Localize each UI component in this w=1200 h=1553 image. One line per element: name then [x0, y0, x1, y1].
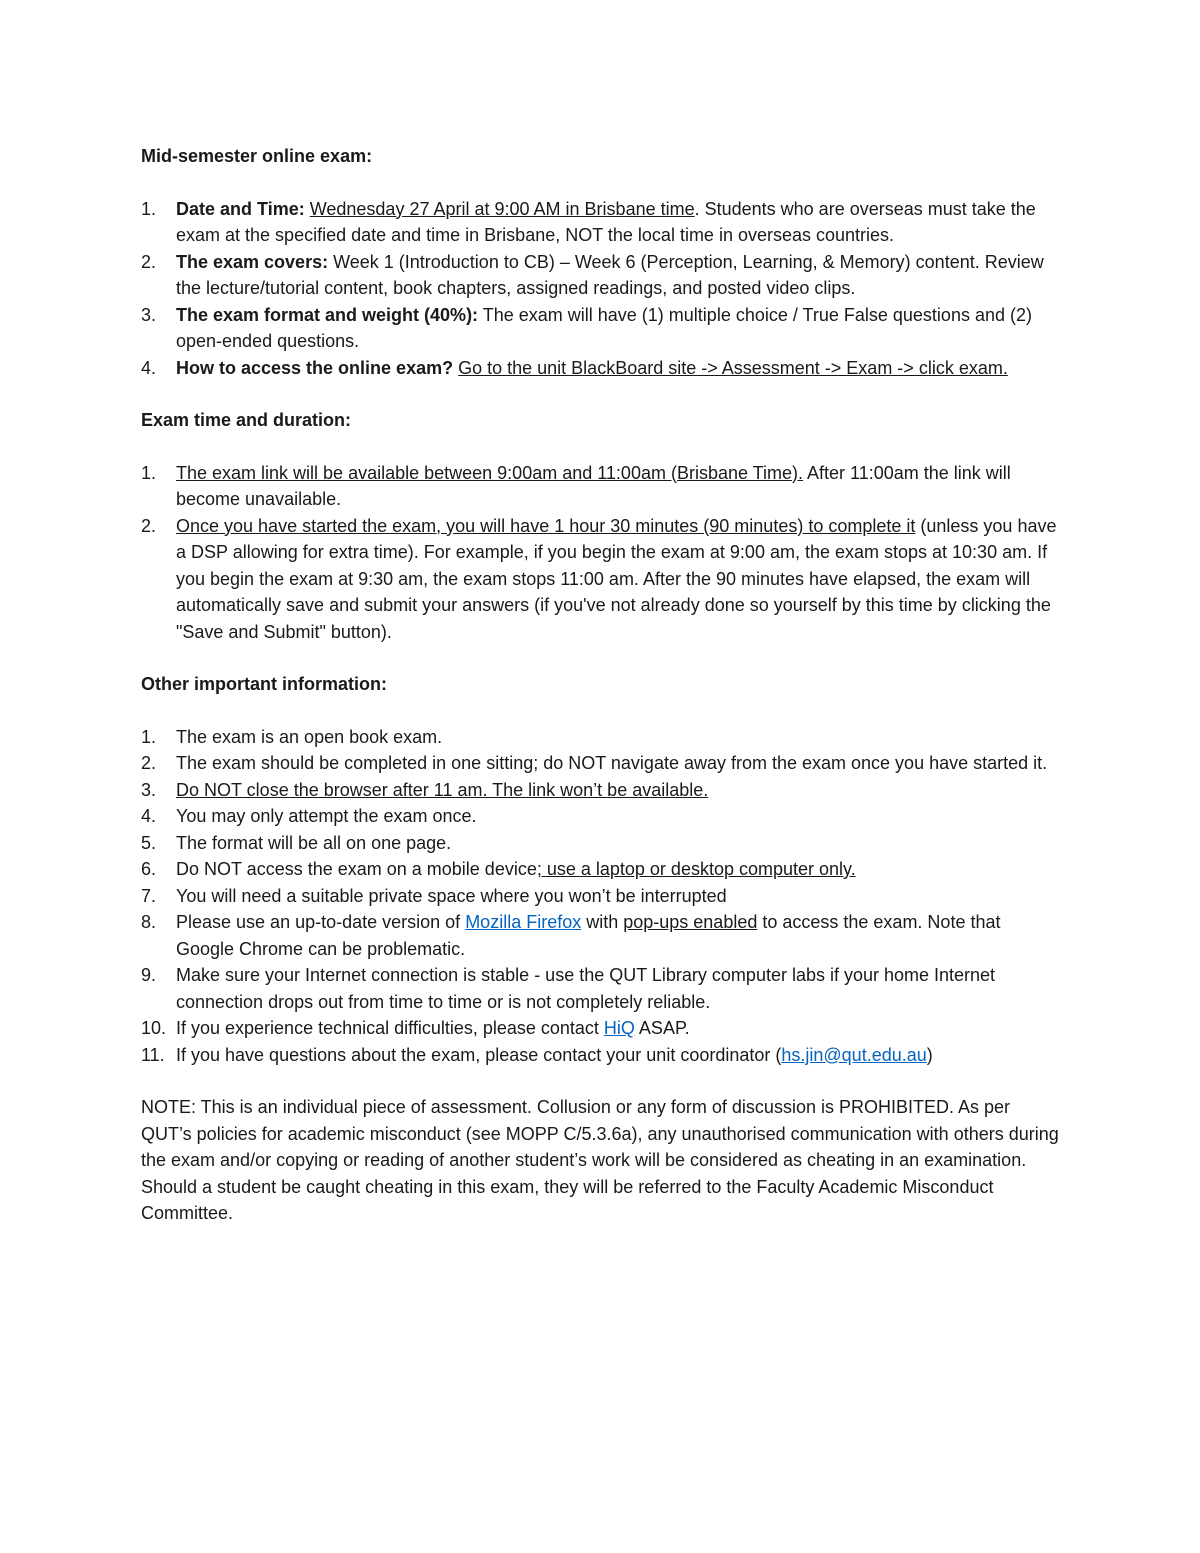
list-item	[141, 355, 1061, 382]
item-text: . Students who are overseas must take the exam at the specified date and time in Brisbane, NOT the local time in overseas countries.	[176, 198, 1036, 245]
list-item	[141, 883, 1061, 910]
list-item	[141, 830, 1061, 857]
list-item	[141, 909, 1061, 962]
list-number: 2.	[141, 753, 157, 773]
item-text: The exam will have (1) multiple choice / True False questions and (2) open-ended questions.	[176, 304, 1032, 351]
list-number: 8.	[141, 912, 157, 932]
item-label: The exam covers:	[176, 251, 329, 272]
item-underlined: The exam link will be available between 9:00am and 11:00am (Brisbane Time).	[176, 462, 803, 483]
list-number: 7.	[141, 885, 157, 906]
item-text-pre: Please use an up-to-date version of	[176, 912, 466, 932]
list-item	[141, 1042, 1061, 1069]
item-text-post: ASAP.	[634, 1018, 690, 1038]
list-item	[141, 724, 1061, 751]
list-number: 5.	[141, 832, 157, 853]
firefox-link[interactable]: Mozilla Firefox	[465, 912, 582, 932]
list-number: 4.	[141, 806, 157, 826]
list-number: 3.	[141, 304, 157, 325]
exam-time-list	[141, 460, 1061, 646]
item-underlined: ; use a laptop or desktop computer only.	[536, 859, 856, 879]
item-underlined: pop-ups enabled	[623, 912, 758, 932]
item-text: After 11:00am the link will become unavailable.	[176, 462, 1011, 509]
coordinator-email-link[interactable]: hs.jin@qut.edu.au	[781, 1044, 927, 1065]
item-underlined: Go to the unit BlackBoard site -> Assessment -> Exam -> click exam.	[458, 357, 1008, 378]
misconduct-note: NOTE: This is an individual piece of assessment. Collusion or any form of discussion is PROHIBITED. As per QUT’s policies for academic misconduct (see MOPP C/5.3.6a), any unauthorised communication with others during the exam and/or copying or reading of another student’s work will be considered as cheating in an examination. Should a student be caught cheating in this exam, they will be referred to the Faculty Academic Misconduct Committee.	[141, 1097, 1059, 1223]
section-heading-mid-semester-exam: Mid-semester online exam:	[141, 146, 373, 166]
item-text-post: to access the exam. Note that Google Chrome can be problematic.	[176, 912, 1001, 959]
list-item	[141, 249, 1061, 302]
hiq-link[interactable]: HiQ	[603, 1018, 635, 1038]
item-text: (unless you have a DSP allowing for extra time). For example, if you begin the exam at 9:00 am, the exam stops at 10:30 am. If you begin the exam at 9:30 am, the exam stops 11:00 am. After the 90 minutes have elapsed, the exam will automatically save and submit your answers (if you've not already done so yourself by this time by clicking the "Save and Submit" button).	[176, 515, 1057, 642]
item-text: You will need a suitable private space where you won’t be interrupted	[176, 885, 727, 906]
list-number: 1.	[141, 462, 157, 483]
list-number: 9.	[141, 965, 157, 985]
list-item	[141, 460, 1061, 513]
list-number: 4.	[141, 357, 157, 378]
list-number: 1.	[141, 198, 157, 219]
list-item	[141, 302, 1061, 355]
list-number: 10.	[141, 1018, 167, 1038]
item-underlined: Once you have started the exam, you will have 1 hour 30 minutes (90 minutes) to complete it	[176, 515, 916, 536]
list-item	[141, 803, 1061, 830]
item-label: The exam format and weight (40%):	[176, 304, 479, 325]
list-item	[141, 856, 1061, 883]
item-text: The format will be all on one page.	[176, 832, 452, 853]
document-content	[141, 143, 1061, 1227]
item-text: Make sure your Internet connection is stable - use the QUT Library computer labs if your home Internet connection drops out from time to time or is not completely reliable.	[176, 965, 996, 1012]
list-number: 11.	[141, 1044, 165, 1065]
item-label: How to access the online exam?	[176, 357, 454, 378]
item-text: The exam should be completed in one sitting; do NOT navigate away from the exam once you have started it.	[176, 753, 1048, 773]
item-text-mid: with	[581, 912, 624, 932]
list-number: 2.	[141, 251, 157, 272]
list-item	[141, 777, 1061, 804]
list-number: 1.	[141, 726, 157, 747]
item-text-post: )	[926, 1044, 933, 1065]
list-number: 6.	[141, 859, 157, 879]
item-underlined: Do NOT close the browser after 11 am. The link won’t be available.	[176, 779, 709, 800]
exam-details-list	[141, 196, 1061, 382]
list-item	[141, 1015, 1061, 1042]
list-number: 3.	[141, 779, 157, 800]
other-info-list	[141, 724, 1061, 1069]
section-heading-exam-time: Exam time and duration:	[141, 410, 352, 430]
item-text: Week 1 (Introduction to CB) – Week 6 (Perception, Learning, & Memory) content. Review the lecture/tutorial content, book chapters, assigned readings, and posted video clips.	[176, 251, 1044, 298]
list-item	[141, 513, 1061, 646]
list-item	[141, 750, 1061, 777]
item-text: You may only attempt the exam once.	[176, 806, 477, 826]
item-text-pre: If you experience technical difficulties, please contact	[176, 1018, 604, 1038]
list-number: 2.	[141, 515, 157, 536]
section-heading-other-info: Other important information:	[141, 674, 387, 694]
item-text: Do NOT access the exam on a mobile device	[176, 859, 537, 879]
list-item	[141, 962, 1061, 1015]
item-label: Date and Time:	[176, 198, 305, 219]
item-underlined: Wednesday 27 April at 9:00 AM in Brisbane time	[309, 198, 695, 219]
item-text: The exam is an open book exam.	[176, 726, 443, 747]
item-text-pre: If you have questions about the exam, please contact your unit coordinator (	[176, 1044, 782, 1065]
list-item	[141, 196, 1061, 249]
